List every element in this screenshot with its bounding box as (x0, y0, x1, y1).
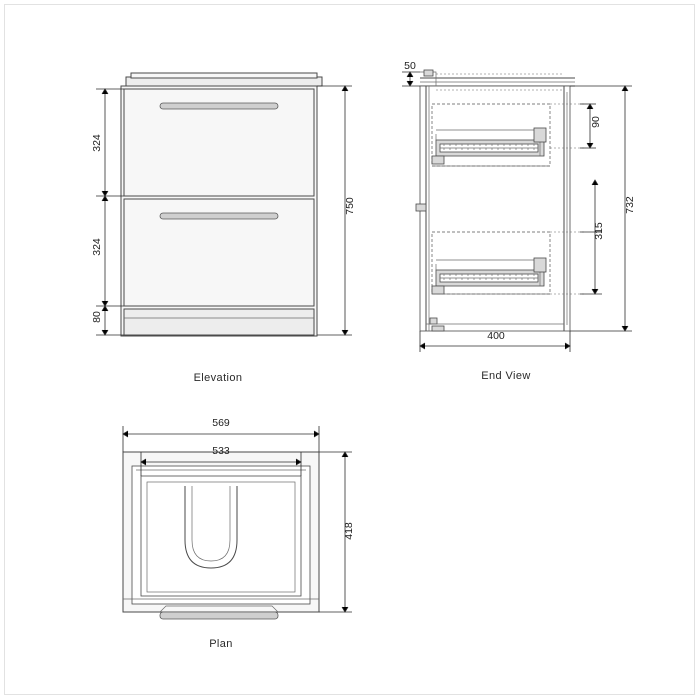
caption-plan: Plan (209, 638, 233, 650)
elevation-view (0, 0, 380, 400)
dim-elevation-324-bottom: 324 (91, 238, 103, 256)
end-view-drawing (380, 0, 700, 400)
dim-endview-315: 315 (593, 222, 605, 240)
plan-view (0, 400, 400, 680)
elevation-drawing (0, 0, 380, 400)
end-view (380, 0, 700, 400)
dim-endview-400: 400 (487, 330, 505, 342)
caption-elevation: Elevation (193, 372, 243, 384)
dim-elevation-324-top: 324 (91, 134, 103, 152)
dim-plan-533: 533 (212, 445, 230, 457)
dim-elevation-750: 750 (344, 197, 356, 215)
dim-endview-732: 732 (624, 196, 636, 214)
dim-plan-418: 418 (343, 522, 355, 540)
dim-endview-50: 50 (404, 60, 416, 72)
dim-elevation-80: 80 (91, 311, 103, 323)
caption-end-view: End View (481, 370, 531, 382)
dim-endview-90: 90 (590, 116, 602, 128)
dim-plan-569: 569 (212, 417, 230, 429)
